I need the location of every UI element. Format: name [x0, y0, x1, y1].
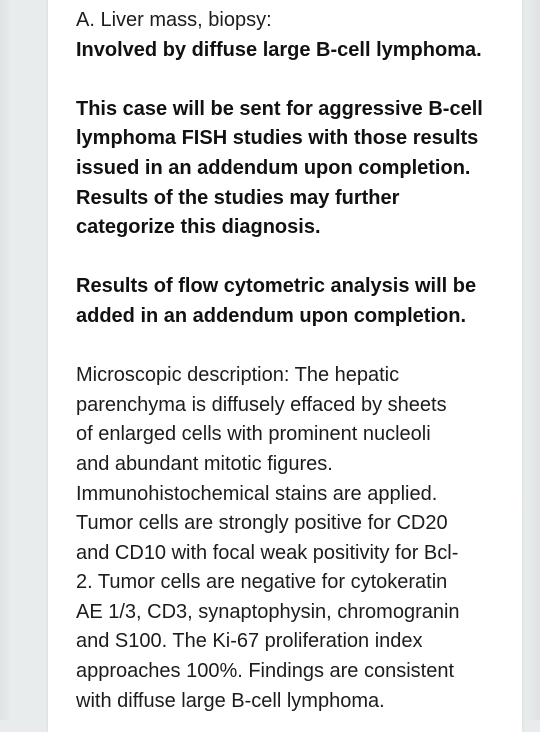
microscopic-line: Immunohistochemical stains are applied.: [76, 482, 438, 505]
fish-note-line: This case will be sent for aggressive B-cell: [76, 97, 483, 120]
microscopic-line: approaches 100%. Findings are consistent: [76, 660, 455, 683]
microscopic-line: and abundant mitotic figures.: [76, 452, 333, 475]
microscopic-line: with diffuse large B-cell lymphoma.: [76, 689, 385, 712]
flow-note-line: Results of flow cytometric analysis will be: [76, 275, 477, 298]
microscopic-line: of enlarged cells with prominent nucleoli: [76, 423, 431, 446]
left-background-edge: [0, 0, 14, 720]
fish-note-line: issued in an addendum upon completion.: [76, 156, 471, 179]
paragraph-gap: [76, 332, 522, 362]
specimen-heading: A. Liver mass, biopsy:: [76, 9, 272, 31]
microscopic-line: Tumor cells are strongly positive for CD20: [76, 512, 448, 535]
fish-note-line: Results of the studies may further: [76, 186, 400, 209]
microscopic-line: and S100. The Ki-67 proliferation index: [76, 630, 423, 653]
microscopic-line: and CD10 with focal weak positivity for Bcl-: [76, 541, 459, 564]
paragraph-gap: [76, 65, 522, 95]
right-background-edge: [522, 0, 540, 720]
diagnosis-line: Involved by diffuse large B-cell lymphoma.: [76, 38, 482, 61]
fish-note-line: lymphoma FISH studies with those results: [76, 127, 479, 150]
microscopic-line: parenchyma is diffusely effaced by sheets: [76, 393, 447, 416]
fish-studies-note: [76, 95, 522, 243]
fish-note-line: categorize this diagnosis.: [76, 216, 321, 239]
flow-cytometry-note: [76, 272, 522, 331]
microscopic-line: Microscopic description: The hepatic: [76, 364, 400, 387]
microscopic-line: AE 1/3, CD3, synaptophysin, chromogranin: [76, 600, 460, 623]
paragraph-gap: [76, 243, 522, 273]
report-card[interactable]: [48, 0, 522, 732]
microscopic-line: 2. Tumor cells are negative for cytokeratin: [76, 571, 448, 594]
flow-note-line: added in an addendum upon completion.: [76, 304, 466, 327]
microscopic-description: [76, 361, 522, 716]
